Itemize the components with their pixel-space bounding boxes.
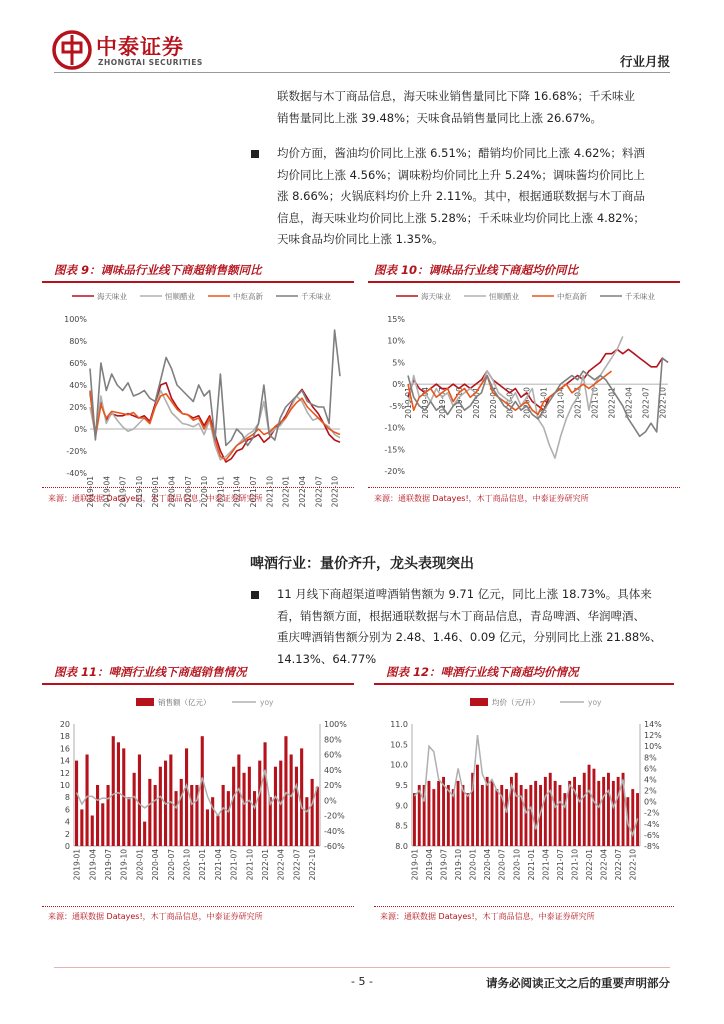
left-y-tick-label: 20: [59, 720, 70, 729]
y-tick-label: 20%: [69, 403, 87, 412]
x-tick-label: 2019-07: [439, 849, 449, 881]
series-line-千禾味业: [90, 330, 340, 446]
bar: [515, 773, 518, 846]
bar: [617, 777, 620, 846]
bar: [505, 789, 508, 846]
bar: [148, 779, 151, 846]
left-y-tick-label: 8.0: [395, 842, 408, 851]
bar: [452, 789, 455, 846]
bar: [300, 748, 303, 846]
right-y-tick-label: 12%: [644, 731, 662, 741]
left-y-tick-label: 10.5: [390, 740, 408, 750]
y-tick-label: -10%: [384, 423, 405, 433]
x-tick-label: 2022-04: [297, 476, 307, 508]
legend-label: 销售额（亿元）: [158, 698, 211, 707]
figure-10-rule: [368, 281, 680, 283]
y-tick-label: 10%: [387, 336, 405, 346]
bar: [264, 742, 267, 846]
x-tick-label: 2022-07: [292, 849, 302, 881]
report-type-label: 行业月报: [619, 54, 670, 69]
bar: [91, 816, 94, 847]
left-y-tick-label: 16: [59, 744, 70, 754]
left-y-tick-label: 9.0: [395, 801, 408, 811]
bar: [597, 781, 600, 846]
x-tick-label: 2022-04: [599, 849, 609, 881]
figure-9-rule: [42, 281, 354, 283]
x-tick-label: 2020-10: [522, 387, 532, 419]
bar: [311, 779, 314, 846]
right-y-tick-label: -4%: [644, 819, 660, 829]
x-tick-label: 2019-01: [86, 476, 95, 508]
bar: [169, 755, 172, 847]
bar: [127, 797, 130, 846]
x-tick-label: 2021-04: [556, 387, 566, 419]
right-y-tick-label: 0%: [324, 796, 337, 806]
left-y-tick-label: 6: [64, 805, 70, 815]
bar: [559, 785, 562, 846]
bar: [583, 773, 586, 846]
bar: [554, 781, 557, 846]
figure-11-source: 来源：通联数据 Datayes!，木丁商品信息，中泰证券研究所: [48, 912, 263, 921]
paragraph-1-line-1: 联数据与木丁商品信息，海天味业销售量同比下降 16.68%；千禾味业: [277, 89, 636, 103]
figure-10-chart: [368, 284, 680, 482]
right-y-tick-label: 20%: [324, 781, 342, 790]
paragraph-1-line-2: 销售量同比上涨 39.48%；天味食品销售量同比上涨 26.67%。: [277, 110, 603, 125]
right-y-tick-label: 80%: [324, 735, 342, 745]
left-y-tick-label: 18: [59, 732, 70, 742]
bar: [457, 781, 460, 846]
figure-12-chart: [374, 688, 674, 900]
bullet-icon: [251, 150, 259, 158]
x-tick-label: 2020-07: [497, 849, 507, 881]
bar: [476, 765, 479, 846]
legend-label: yoy: [588, 698, 602, 707]
y-tick-label: 0%: [392, 380, 405, 390]
x-tick-label: 2022-01: [261, 849, 271, 881]
bar: [274, 767, 277, 846]
right-y-tick-label: 4%: [644, 775, 657, 785]
y-tick-label: 5%: [392, 358, 405, 368]
x-tick-label: 2020-04: [488, 387, 498, 419]
bar: [602, 777, 605, 846]
bar: [491, 781, 494, 846]
legend-swatch: [470, 698, 488, 706]
bar: [413, 793, 416, 846]
x-tick-label: 2020-10: [512, 849, 522, 881]
y-tick-label: -20%: [384, 467, 405, 476]
y-tick-label: 0%: [74, 425, 87, 434]
x-tick-label: 2022-01: [585, 849, 595, 881]
y-tick-label: 100%: [64, 315, 87, 324]
bar: [86, 755, 89, 847]
bar: [525, 789, 528, 846]
bar: [237, 755, 240, 847]
legend-label: 中炬高新: [233, 292, 263, 301]
x-tick-label: 2020-01: [135, 849, 145, 881]
x-tick-label: 2021-04: [232, 476, 242, 508]
company-name-en: ZHONGTAI SECURITIES: [98, 58, 203, 67]
bar: [258, 761, 261, 846]
figure-9-source: 来源：通联数据 Datayes!，木丁商品信息，中泰证券研究所: [48, 494, 263, 503]
legend-swatch: [136, 698, 154, 706]
paragraph-2-line: 均价方面，酱油均价同比上涨 6.51%；醋销均价同比上涨 4.62%；料酒: [277, 146, 645, 160]
x-tick-label: 2021-01: [526, 849, 536, 881]
x-tick-label: 2021-10: [570, 849, 580, 881]
page-number: - 5 -: [351, 975, 373, 988]
left-y-tick-label: 0: [64, 842, 70, 851]
bar: [107, 785, 110, 846]
bar: [305, 797, 308, 846]
bar: [447, 785, 450, 846]
bar: [75, 761, 78, 846]
paragraph-3: [277, 584, 672, 670]
figure-11-title: 图表 11：啤酒行业线下商超销售情况: [54, 665, 247, 679]
x-tick-label: 2019-10: [134, 476, 144, 508]
y-tick-label: 80%: [69, 337, 87, 346]
bar: [578, 785, 581, 846]
left-y-tick-label: 10.0: [390, 760, 408, 770]
figure-9-source-rule: [42, 487, 354, 488]
bar: [534, 781, 537, 846]
bar: [573, 777, 576, 846]
x-tick-label: 2019-01: [404, 387, 413, 419]
right-y-tick-label: 10%: [644, 742, 662, 752]
x-tick-label: 2022-10: [628, 849, 638, 881]
x-tick-label: 2020-01: [471, 387, 481, 419]
figure-10-title: 图表 10：调味品行业线下商超均价同比: [374, 263, 579, 277]
left-y-tick-label: 11.0: [390, 720, 408, 729]
x-tick-label: 2019-04: [88, 849, 98, 881]
x-tick-label: 2021-01: [216, 476, 226, 508]
left-y-tick-label: 8.5: [395, 821, 408, 831]
bar: [607, 773, 610, 846]
paragraph-2-line: 均价同比上涨 4.56%；调味粉均价同比上升 5.24%；调味酱均价同比上: [277, 167, 645, 182]
bar: [201, 736, 204, 846]
bar: [593, 769, 596, 846]
paragraph-2: [277, 143, 672, 251]
bar: [180, 779, 183, 846]
company-name-cn: 中泰证券: [96, 35, 184, 59]
bar: [143, 822, 146, 846]
x-tick-label: 2020-01: [468, 849, 478, 881]
bar: [290, 755, 293, 847]
bar: [631, 789, 634, 846]
bar: [154, 785, 157, 846]
paragraph-1: [277, 86, 672, 129]
figure-12-source-rule: [374, 906, 674, 907]
left-y-tick-label: 8: [64, 793, 70, 803]
x-tick-label: 2022-01: [281, 476, 291, 508]
legend-label: 均价（元/升）: [492, 698, 540, 707]
bar: [495, 789, 498, 846]
x-tick-label: 2021-07: [573, 387, 583, 419]
figure-11-rule: [42, 683, 354, 685]
bar: [316, 787, 319, 846]
x-tick-label: 2022-07: [314, 476, 324, 508]
bar: [486, 777, 489, 846]
x-tick-label: 2020-07: [505, 387, 515, 419]
left-y-tick-label: 14: [59, 756, 70, 766]
x-tick-label: 2020-04: [483, 849, 493, 881]
bar: [206, 809, 209, 846]
series-line-恒顺醋业: [90, 391, 340, 460]
bullet-icon: [251, 591, 259, 599]
figure-12-rule: [374, 683, 674, 685]
x-tick-label: 2021-01: [198, 849, 208, 881]
company-logo-icon: [52, 30, 92, 70]
right-y-tick-label: 6%: [644, 764, 657, 774]
paragraph-3-line: 11 月线下商超渠道啤酒销售额为 9.71 亿元，同比上涨 18.73%。具体来: [277, 587, 652, 601]
figure-11-chart: [42, 688, 354, 900]
x-tick-label: 2019-10: [119, 849, 129, 881]
x-tick-label: 2021-10: [590, 387, 600, 419]
paragraph-2-line: 天味食品均价同比上涨 1.35%。: [277, 232, 444, 246]
bar: [432, 789, 435, 846]
left-y-tick-label: 12: [59, 768, 70, 778]
bar: [612, 781, 615, 846]
legend-label: 恒顺醋业: [489, 292, 519, 301]
y-tick-label: -15%: [384, 445, 405, 455]
legend-label: 千禾味业: [301, 292, 331, 301]
section-title: 啤酒行业：量价齐升，龙头表现突出: [250, 556, 474, 572]
x-tick-label: 2021-04: [541, 849, 551, 881]
bar: [588, 765, 591, 846]
bar: [253, 791, 256, 846]
x-tick-label: 2020-01: [151, 476, 161, 508]
x-tick-label: 2020-07: [166, 849, 176, 881]
bar: [295, 767, 298, 846]
x-tick-label: 2019-07: [104, 849, 114, 881]
x-tick-label: 2021-01: [539, 387, 549, 419]
bar: [549, 773, 552, 846]
right-y-tick-label: 60%: [324, 750, 342, 760]
bar: [466, 793, 469, 846]
x-tick-label: 2020-04: [167, 476, 177, 508]
bar: [481, 785, 484, 846]
bar: [284, 736, 287, 846]
legend-label: 恒顺醋业: [165, 292, 195, 301]
y-tick-label: 15%: [387, 315, 405, 324]
bar: [520, 785, 523, 846]
x-tick-label: 2021-07: [229, 849, 239, 881]
bar: [159, 767, 162, 846]
header-divider: [54, 72, 670, 73]
x-tick-label: 2019-10: [454, 387, 464, 419]
x-tick-label: 2021-07: [555, 849, 565, 881]
x-tick-label: 2022-07: [641, 387, 651, 419]
footer-divider: [54, 967, 670, 968]
right-y-tick-label: -8%: [644, 842, 660, 851]
x-tick-label: 2022-07: [614, 849, 624, 881]
x-tick-label: 2021-04: [213, 849, 223, 881]
bar: [428, 781, 431, 846]
y-tick-label: -20%: [66, 447, 87, 456]
right-y-tick-label: 8%: [644, 753, 657, 763]
bar: [96, 785, 99, 846]
x-tick-label: 2019-01: [72, 849, 82, 881]
x-tick-label: 2020-04: [151, 849, 161, 881]
bar: [80, 809, 83, 846]
bar: [190, 785, 193, 846]
y-tick-label: 40%: [69, 381, 87, 390]
paragraph-2-line: 涨 8.66%；火锅底料均价上升 2.11%。其中，根据通联数据与木丁商品: [277, 189, 645, 203]
bar: [232, 767, 235, 846]
bar: [216, 816, 219, 847]
x-tick-label: 2022-01: [607, 387, 617, 419]
paragraph-3-line: 重庆啤酒销售额分别为 2.48、1.46、0.09 亿元，分别同比上涨 21.88%、: [277, 630, 662, 644]
figure-9-title: 图表 9：调味品行业线下商超销售额同比: [54, 263, 262, 277]
bar: [133, 773, 136, 846]
x-tick-label: 2022-10: [330, 476, 340, 508]
x-tick-label: 2022-04: [624, 387, 634, 419]
figure-10-source: 来源：通联数据 Datayes!，木丁商品信息，中泰证券研究所: [374, 494, 589, 503]
x-tick-label: 2019-01: [410, 849, 420, 881]
x-tick-label: 2019-04: [424, 849, 434, 881]
figure-12-title: 图表 12：啤酒行业线下商超均价情况: [386, 665, 579, 679]
figure-11-source-rule: [42, 906, 354, 907]
bar: [248, 767, 251, 846]
bar: [101, 803, 104, 846]
legend-label: 海天味业: [421, 292, 451, 301]
series-line-海天味业: [90, 383, 340, 462]
left-y-tick-label: 2: [64, 829, 70, 839]
y-tick-label: 60%: [69, 359, 87, 368]
x-tick-label: 2021-10: [265, 476, 275, 508]
right-y-tick-label: -60%: [324, 842, 345, 851]
paragraph-2-line: 信息，海天味业均价同比上涨 5.28%；千禾味业均价同比上涨 4.82%；: [277, 210, 645, 225]
bar: [222, 785, 225, 846]
right-y-tick-label: 2%: [644, 786, 657, 796]
x-tick-label: 2022-04: [276, 849, 286, 881]
x-tick-label: 2020-10: [200, 476, 210, 508]
bar: [437, 781, 440, 846]
left-y-tick-label: 10: [59, 781, 70, 790]
bar: [529, 785, 532, 846]
right-y-tick-label: -6%: [644, 830, 660, 840]
x-tick-label: 2021-10: [245, 849, 255, 881]
bar: [138, 755, 141, 847]
legend-label: 千禾味业: [625, 292, 655, 301]
right-y-tick-label: 100%: [324, 720, 347, 729]
y-tick-label: -40%: [66, 469, 87, 478]
bar: [243, 773, 246, 846]
x-tick-label: 2021-07: [249, 476, 259, 508]
right-y-tick-label: -2%: [644, 808, 660, 818]
legend-label: 海天味业: [97, 292, 127, 301]
x-tick-label: 2022-10: [658, 387, 668, 419]
legend-label: 中炬高新: [557, 292, 587, 301]
x-tick-label: 2022-10: [308, 849, 318, 881]
legend-label: yoy: [260, 698, 274, 707]
x-tick-label: 2019-07: [118, 476, 128, 508]
x-tick-label: 2020-07: [183, 476, 193, 508]
right-y-tick-label: 40%: [324, 765, 342, 775]
right-y-tick-label: 14%: [644, 720, 662, 729]
figure-12-source: 来源：通联数据 Datayes!，木丁商品信息，中泰证券研究所: [380, 912, 595, 921]
right-y-tick-label: -20%: [324, 811, 345, 821]
bar: [112, 736, 115, 846]
x-tick-label: 2019-07: [437, 387, 447, 419]
paragraph-3-line: 14.13%、64.77%: [277, 651, 377, 666]
footer-disclaimer: 请务必阅读正文之后的重要声明部分: [486, 976, 670, 990]
bar: [462, 785, 465, 846]
bar: [175, 791, 178, 846]
x-tick-label: 2019-10: [454, 849, 464, 881]
y-tick-label: -5%: [389, 401, 405, 411]
right-y-tick-label: 0%: [644, 797, 657, 807]
figure-10-source-rule: [368, 487, 680, 488]
x-tick-label: 2019-04: [420, 387, 430, 419]
left-y-tick-label: 9.5: [395, 781, 408, 790]
left-y-tick-label: 4: [64, 817, 70, 827]
paragraph-3-line: 看，销售额方面，根据通联数据与木丁商品信息，青岛啤酒、华润啤酒、: [277, 608, 645, 623]
bar: [544, 777, 547, 846]
bar: [185, 748, 188, 846]
x-tick-label: 2019-04: [102, 476, 112, 508]
bar: [227, 791, 230, 846]
x-tick-label: 2020-10: [182, 849, 192, 881]
right-y-tick-label: -40%: [324, 826, 345, 836]
